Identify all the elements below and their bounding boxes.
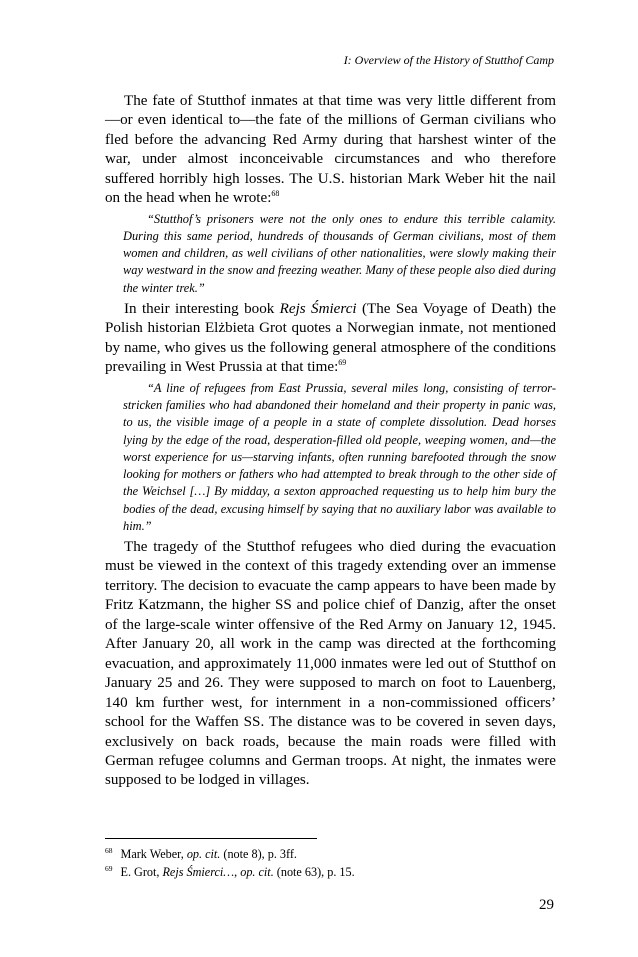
body-text: [105, 92, 556, 791]
paragraph-1: The fate of Stutthof inmates at that time was very little different from—or even identical to—the fate of the millions of German civilians who fled before the advancing Red Army during that harshest winter of the war, under almost inconceivable circumstances and who therefore suffered horribly high losses. The U.S. historian Mark Weber hit the nail on the head when he wrote:$^{68}$: [105, 93, 556, 207]
block-quote-norwegian-inmate: “A line of refugees from East Prussia, several miles long, consisting of terror-stricken families who had abandoned their homeland and their property in panic was, to us, the visible image of a people in a state of complete dissolution. Dead horses lying by the edge of the road, desperation-filled old people, weeping women, and—the worst experience for us—starving infants, often running barefooted through the snow looking for mothers or fathers who had attempted to break through to the other side of the Weichsel […] By midday, a sexton approached requesting us to help him bury the bodies of the dead, excusing himself by saying that no auxiliary labor was available to him.”: [123, 380, 556, 533]
footnote-divider: [105, 838, 317, 839]
paragraph-3: The tragedy of the Stutthof refugees who died during the evacuation must be viewed in the context of this tragedy extending over an immense territory. The decision to evacuate the camp appears to have been made by Fritz Katzmann, the higher SS and police chief of Danzig, after the onset of the large-scale winter offensive of the Red Army on January 12, 1945. After January 20, all work in the camp was directed at the forthcoming evacuation, and approximately 11,000 inmates were led out of Stutthof on January 25 and 26. They were supposed to march on foot to Lauenberg, 140 km further west, for internment in a non-commissioned officers’ school for the Waffen SS. The distance was to be covered in seven days, exclusively on back roads, because the main roads were filled with German refugee columns and German troops. At night, the inmates were supposed to be lodged in villages.: [105, 539, 556, 789]
footnote-ref-68: 68: [271, 189, 280, 199]
footnote-68: $^{68}$ Mark Weber, op. cit. (note 8), p. 3ff.: [105, 846, 297, 861]
footnotes: [105, 845, 556, 881]
paragraph-2: In their interesting book Rejs Śmierci (The Sea Voyage of Death) the Polish historian Elżbieta Grot quotes a Norwegian inmate, not mentioned by name, who gives us the following general atmosphere of the conditions prevailing in West Prussia at that time:$^{69}$: [105, 300, 556, 376]
page-number: 29: [539, 897, 554, 913]
running-head: I: Overview of the History of Stutthof Camp: [343, 53, 554, 67]
footnote-ref-69: 69: [338, 358, 347, 368]
book-title: Rejs Śmierci: [279, 300, 357, 317]
footnote-69: $^{69}$ E. Grot, Rejs Śmierci…, op. cit. (note 63), p. 15.: [105, 864, 355, 879]
block-quote-weber: “Stutthof’s prisoners were not the only ones to endure this terrible calamity. During this same period, hundreds of thousands of German civilians, most of them women and children, as well civilians of other nationalities, were slowly making their way westward in the snow and freezing weather. Many of these people also died during the winter trek.”: [123, 211, 556, 295]
